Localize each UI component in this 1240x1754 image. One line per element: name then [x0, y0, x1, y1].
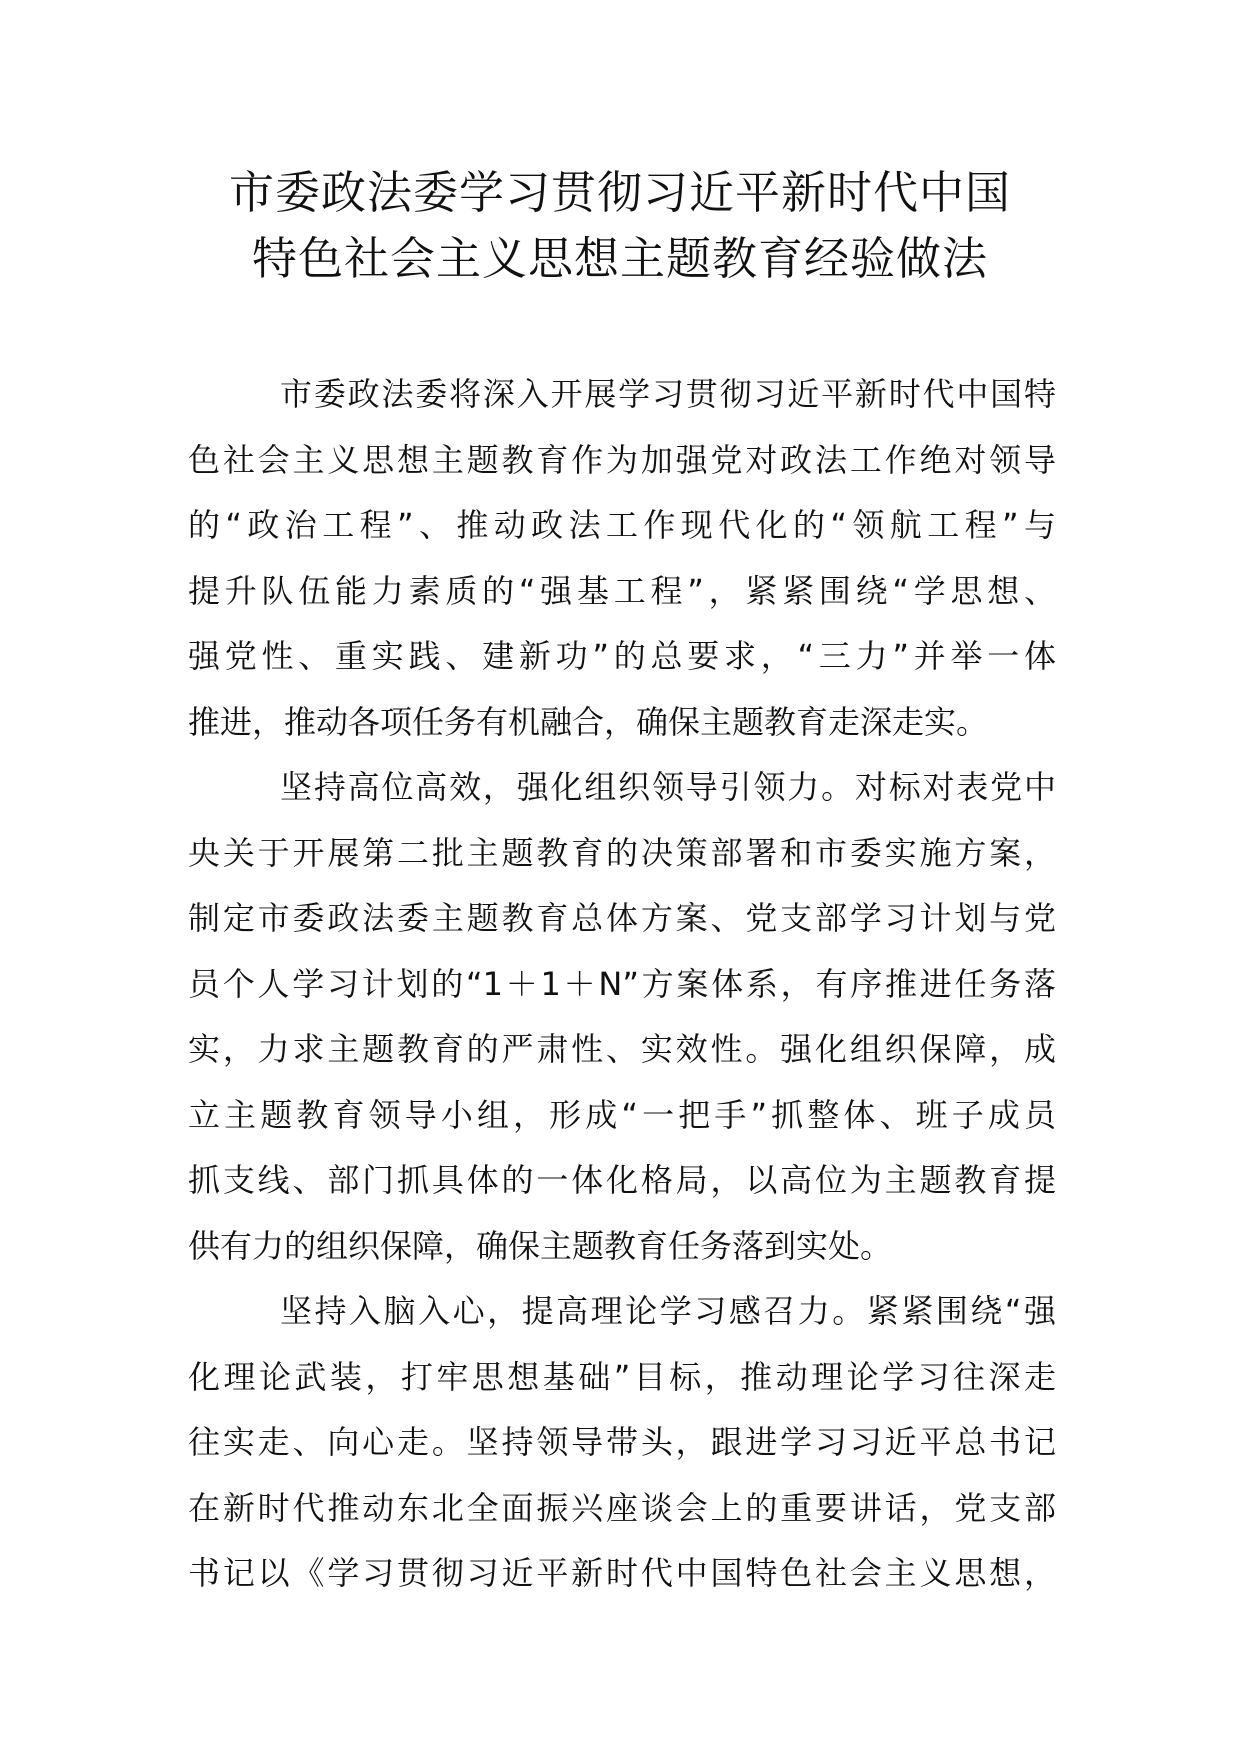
title-line-2: 特色社会主义思想主题教育经验做法: [251, 232, 988, 285]
paragraph-line: 的“政治工程”、推动政法工作现代化的“领航工程”与: [188, 506, 1056, 544]
paragraph-line: 央关于开展第二批主题教育的决策部署和市委实施方案，: [188, 833, 1056, 872]
paragraph-line: 往实走、向心走。坚持领导带头，跟进学习习近平总书记: [188, 1423, 1056, 1461]
paragraph-line: 化理论武装，打牢思想基础”目标，推动理论学习往深走: [188, 1357, 1056, 1396]
paragraph-line: 坚持入脑入心，提高理论学习感召力。紧紧围绕“强: [280, 1292, 1056, 1330]
title-line-1: 市委政法委学习贯彻习近平新时代中国: [228, 166, 1011, 219]
paragraph-line: 强党性、重实践、建新功”的总要求，“三力”并举一体: [188, 637, 1056, 675]
paragraph-line: 提升队伍能力素质的“强基工程”，紧紧围绕“学思想、: [188, 571, 1056, 610]
paragraph-line: 在新时代推动东北全面振兴座谈会上的重要讲话，党支部: [188, 1488, 1056, 1527]
paragraph-line: 抓支线、部门抓具体的一体化格局，以高位为主题教育提: [188, 1161, 1056, 1199]
paragraph-line: 色社会主义思想主题教育作为加强党对政法工作绝对领导: [188, 440, 1056, 479]
paragraph-line: 市委政法委将深入开展学习贯彻习近平新时代中国特: [280, 375, 1056, 413]
paragraph-organization-leadership: [188, 755, 1056, 1279]
document-body: [188, 362, 1056, 1607]
paragraph-line: 推进，推动各项任务有机融合，确保主题教育走深走实。: [188, 702, 989, 741]
paragraph-line: 坚持高位高效，强化组织领导引领力。对标对表党中: [280, 768, 1056, 806]
document-title: [150, 160, 1090, 292]
paragraph-line: 立主题教育领导小组，形成“一把手”抓整体、班子成员: [188, 1095, 1056, 1134]
paragraph-line: 供有力的组织保障，确保主题教育任务落到实处。: [188, 1226, 893, 1265]
paragraph-intro: [188, 362, 1056, 755]
paragraph-line: 实，力求主题教育的严肃性、实效性。强化组织保障，成: [188, 1030, 1056, 1068]
paragraph-line: 员个人学习计划的“1＋1＋N”方案体系，有序推进任务落: [188, 964, 1056, 1003]
paragraph-line: 制定市委政法委主题教育总体方案、党支部学习计划与党: [188, 899, 1056, 937]
paragraph-line: 书记以《学习贯彻习近平新时代中国特色社会主义思想，: [188, 1554, 1056, 1592]
paragraph-theory-study: [188, 1279, 1056, 1607]
